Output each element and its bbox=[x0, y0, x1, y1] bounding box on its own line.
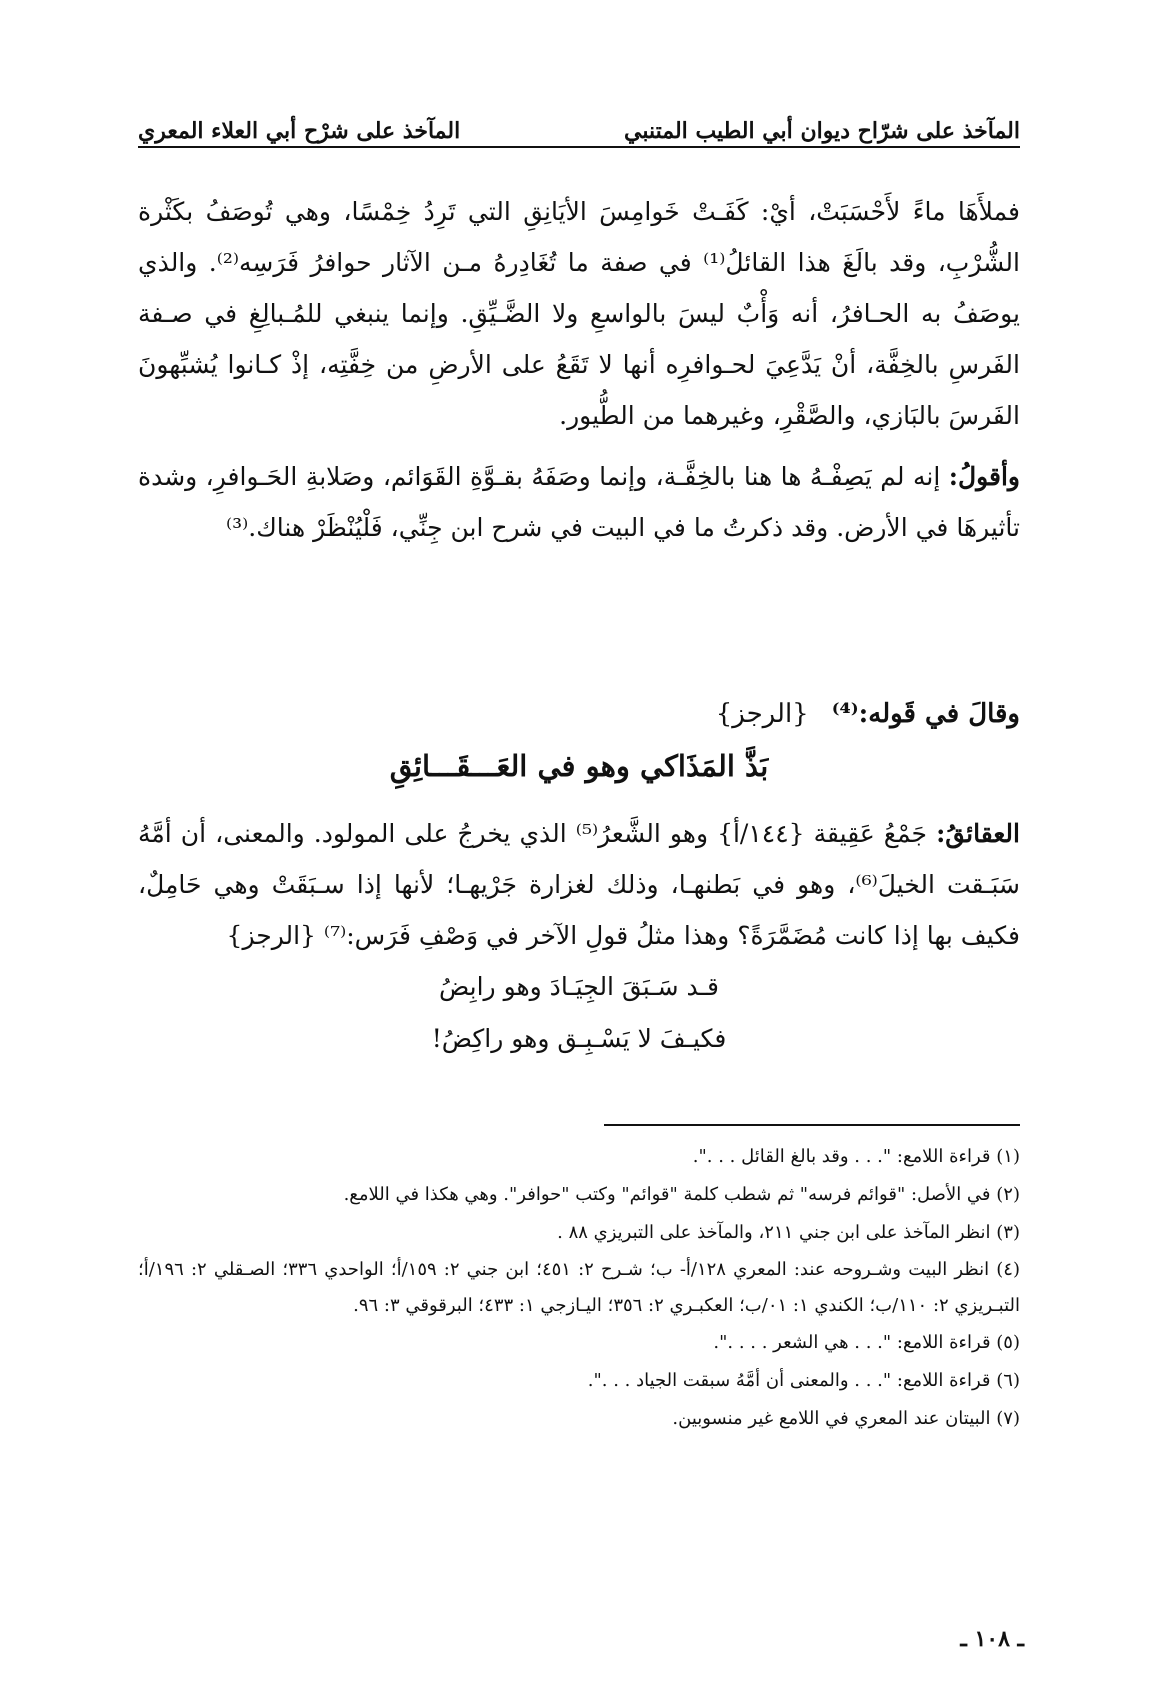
footnote-5: (٥) قراءة اللامع: ". . . هي الشعر . . . .". bbox=[713, 1332, 1020, 1353]
page-number: ـ ١٠٨ ـ bbox=[960, 1626, 1024, 1652]
footnotes bbox=[138, 1138, 1020, 1438]
footnote-3: (٣) انظر المآخذ على ابن جني ٢١١، والمآخذ على التبريزي ٨٨ . bbox=[557, 1222, 1020, 1243]
paragraph-2 bbox=[138, 451, 1020, 553]
verse-section bbox=[138, 690, 1020, 1065]
header-book-title: المآخذ على شرّاح ديوان أبي الطيب المتنبي bbox=[624, 118, 1020, 144]
verse-intro-text: وقالَ في قَوله:⁽⁴⁾ bbox=[831, 699, 1020, 729]
running-header bbox=[138, 96, 1020, 144]
quoted-verse-line-1: قـد سَـبَقَ الجِيَـادَ وهو رابِضُ bbox=[439, 972, 719, 1001]
footnote-6: (٦) قراءة اللامع: ". . . والمعنى أن أمَّهُ سبقت الجياد . . .". bbox=[587, 1370, 1020, 1391]
verse-intro bbox=[138, 690, 1020, 738]
verse-explanation bbox=[138, 808, 1020, 961]
main-text bbox=[138, 186, 1020, 553]
footnote-1: (١) قراءة اللامع: ". . . وقد بالغ القائل . . .". bbox=[692, 1146, 1020, 1167]
explanation-lead: العقائقُ: bbox=[936, 819, 1020, 848]
paragraph-1: فملأَهَا ماءً لأَحْسَبَتْ، أيْ: كَفَـتْ خَوامِسَ الأيَانِقِ التي تَرِدُ خِمْسًا، وهي تُوصَفُ بكَثْرة الشُّرْبِ، وقد بالَغَ هذا القائلُ⁽¹⁾ في صفة ما تُغَادِرهُ مـن الآثار حوافرُ فَرَسِه⁽²⁾. والذي يوصَفُ به الحـافرُ، أنه وَأْبٌ ليسَ بالواسعِ ولا الضَّـيِّقِ. وإنما ينبغي للمُـبالِغِ في صـفة الفَرسِ بالخِفَّة، أنْ يَدَّعِيَ لحـوافرِه أنها لا تَقَعُ على الأرضِ من خِفَّتِه، إذْ كـانوا يُشبِّهونَ الفَرسَ بالبَازي، والصَّقْرِ، وغيرهما من الطُّيور. bbox=[138, 197, 1020, 430]
footnote-rule bbox=[604, 1124, 1020, 1126]
verse-meter: {الرجز} bbox=[715, 699, 809, 729]
verse-line: بَذَّ المَذَاكي وهو في العَـــقَـــائِقِ bbox=[389, 749, 769, 783]
quoted-verse-line-2: فكيـفَ لا يَسْـبِـق وهو راكِضُ! bbox=[431, 1024, 727, 1053]
header-chapter-title: المآخذ على شرْح أبي العلاء المعري bbox=[138, 118, 461, 144]
header-rule bbox=[138, 146, 1020, 148]
explanation-text: جَمْعُ عَقِيقة {١٤٤/أ} وهو الشَّعرُ⁽⁵⁾ الذي يخرجُ على المولود. والمعنى، أن أمَّهُ سَبَـقت الخيلَ⁽⁶⁾، وهو في بَطنهـا، وذلك لغزارة جَرْيهـا؛ لأنها إذا سـبَقَتْ وهي حَامِلٌ، فكيف بها إذا كانت مُضَمَّرَةً؟ وهذا مثلُ قولِ الآخر في وَصْفِ فَرَس:⁽⁷⁾ {الرجز} bbox=[138, 819, 1020, 950]
paragraph-2-text: إنه لم يَصِفْـهُ ها هنا بالخِفَّـة، وإنما وصَفَهُ بقـوَّةِ القَوَائم، وصَلابةِ الحَـوافرِ، وشدة تأثيرهَا في الأرض. وقد ذكرتُ ما في البيت في شرح ابن جِنِّي، فَلْيُنْظَرْ هناك.⁽³⁾ bbox=[138, 462, 1020, 542]
footnote-2: (٢) في الأصل: "قوائم فرسه" ثم شطب كلمة "قوائم" وكتب "حوافر". وهي هكذا في اللامع. bbox=[343, 1184, 1020, 1205]
paragraph-2-lead: وأقولُ: bbox=[948, 462, 1020, 491]
footnote-4: (٤) انظر البيت وشـروحه عند: المعري ١٢٨/أ- ب؛ شـرح ٢: ٤٥١؛ ابن جني ٢: ١٥٩/أ؛ الواحدي ٣٣٦؛ الصـقلي ٢: ١٩٦/أ؛ التبـريزي ٢: ١١٠/ب؛ الكندي ١: ٠١/ب؛ العكبـري ٢: ٣٥٦؛ اليـازجي ١: ٤٣٣؛ البرقوقي ٣: ٩٦. bbox=[138, 1259, 1020, 1316]
footnote-7: (٧) البيتان عند المعري في اللامع غير منسوبين. bbox=[672, 1408, 1020, 1429]
